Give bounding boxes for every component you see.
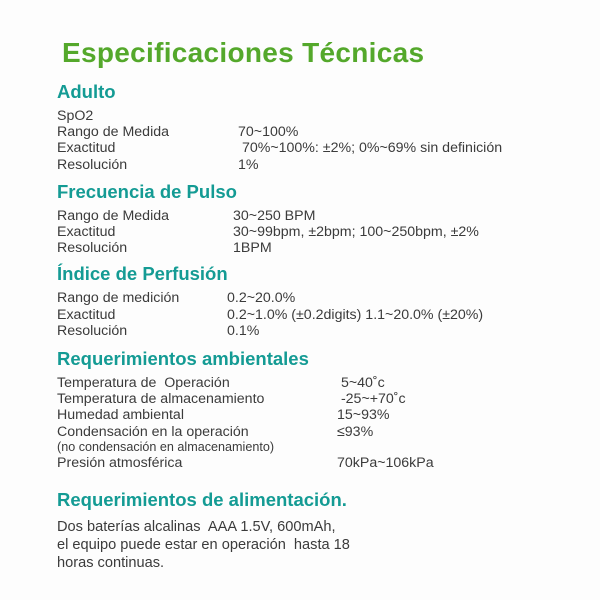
spec-value: 1% (238, 156, 259, 173)
subsection-label-spo2: SpO2 (57, 108, 94, 124)
spec-row (57, 375, 570, 391)
spec-value: 1BPM (233, 240, 272, 257)
section-heading-requerimientos-alimentacion: Requerimientos de alimentación. (57, 489, 347, 511)
spec-label: Resolución (57, 322, 128, 339)
section-requerimientos-alimentacion (57, 489, 570, 572)
power-requirements-paragraph (57, 518, 570, 572)
spec-label: Humedad ambiental (57, 407, 184, 424)
spec-value: 30~99bpm, ±2bpm; 100~250bpm, ±2% (233, 224, 479, 241)
spec-label: Presión atmosférica (57, 454, 183, 471)
spec-row (57, 455, 570, 471)
spec-value: ≤93% (337, 423, 374, 440)
spec-row (57, 391, 570, 407)
spec-label: Exactitud (57, 224, 116, 241)
spec-row (57, 407, 570, 423)
section-frecuencia-pulso (57, 181, 570, 257)
spec-label: Exactitud (57, 140, 116, 157)
spec-label: Exactitud (57, 306, 116, 323)
spec-row (57, 307, 570, 323)
spec-row (57, 224, 570, 240)
section-heading-adulto: Adulto (57, 81, 116, 102)
spec-row (57, 240, 570, 256)
paragraph-line: horas continuas. (57, 555, 165, 572)
spec-label: Rango de medición (57, 290, 180, 307)
spec-label: Resolución (57, 240, 128, 257)
spec-row (57, 290, 570, 306)
spec-row (57, 157, 570, 173)
spec-row (57, 140, 570, 156)
spec-row (57, 208, 570, 224)
spec-label: Resolución (57, 156, 128, 173)
spec-label: Rango de Medida (57, 124, 170, 141)
spec-row (57, 323, 570, 339)
section-adulto (57, 81, 570, 173)
paragraph-line: el equipo puede estar en operación hasta 18 (57, 537, 350, 554)
spec-rows (57, 208, 570, 257)
spec-value: 70~100% (238, 124, 299, 141)
section-indice-perfusion (57, 263, 570, 339)
spec-rows (57, 108, 570, 173)
section-heading-indice-perfusion: Índice de Perfusión (57, 263, 228, 285)
page-title: Especificaciones Técnicas (62, 37, 425, 68)
spec-label: Condensación en la operación (57, 423, 249, 440)
spec-note: (no condensación en almacenamiento) (57, 439, 275, 454)
spec-row (57, 424, 570, 440)
spec-value: 15~93% (337, 407, 390, 424)
spec-rows (57, 375, 570, 471)
spec-value: 70kPa~106kPa (337, 454, 434, 471)
spec-value: 70%~100%: ±2%; 0%~69% sin definición (238, 140, 503, 157)
spec-rows (57, 290, 570, 339)
spec-value: 30~250 BPM (233, 207, 316, 224)
section-requerimientos-ambientales (57, 348, 570, 471)
spec-label: Temperatura de Operación (57, 375, 230, 392)
paragraph-line: Dos baterías alcalinas AAA 1.5V, 600mAh, (57, 519, 336, 536)
spec-value: -25~+70˚c (337, 391, 406, 408)
section-heading-requerimientos-ambientales: Requerimientos ambientales (57, 348, 309, 370)
spec-label: Rango de Medida (57, 207, 170, 224)
spec-value: 0.1% (227, 322, 260, 339)
section-heading-frecuencia-pulso: Frecuencia de Pulso (57, 180, 237, 202)
spec-row (57, 124, 570, 140)
spec-value: 0.2~1.0% (±0.2digits) 1.1~20.0% (±20%) (227, 306, 484, 323)
spec-value: 5~40˚c (337, 375, 385, 392)
spec-label: Temperatura de almacenamiento (57, 391, 265, 408)
spec-row-note (57, 440, 570, 455)
spec-value: 0.2~20.0% (227, 290, 296, 307)
